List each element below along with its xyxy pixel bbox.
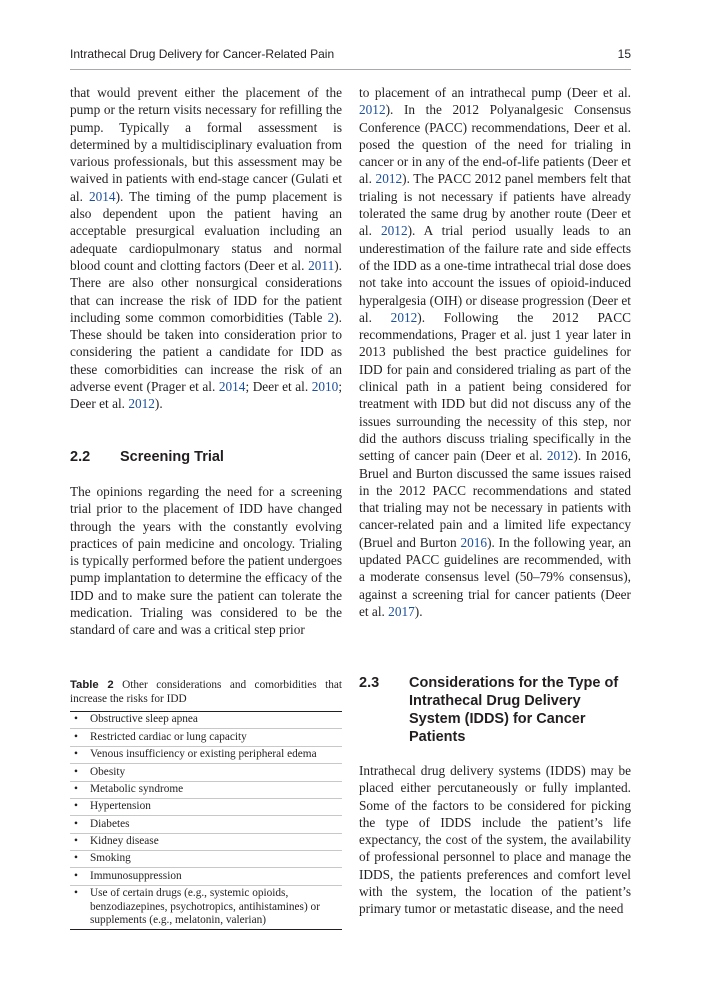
citation-link[interactable]: 2012: [390, 309, 418, 325]
text-run: ; Deer et al.: [245, 379, 312, 395]
table-item-text: Kidney disease: [90, 835, 159, 848]
citation-link[interactable]: 2012: [375, 171, 403, 187]
citation-link[interactable]: 2014: [88, 188, 116, 204]
table-item: [70, 816, 342, 833]
left-column-paragraph-1: [70, 84, 342, 413]
text-run: ).: [154, 396, 163, 412]
table-caption: [70, 679, 342, 706]
citation-link[interactable]: 2014: [218, 379, 246, 395]
bullet-icon: •: [74, 835, 78, 848]
running-head-title: Intrathecal Drug Delivery for Cancer-Related Pain: [70, 47, 335, 61]
table-item-text: Metabolic syndrome: [90, 782, 184, 795]
text-run: ). These should be taken into consideration prior to considering the patient a candidate for IDD as these comorbidities can increase the risk of an adverse event (Prager et al.: [70, 309, 342, 395]
text-run: ; Deer et al.: [70, 379, 343, 412]
table-item: [70, 886, 342, 931]
bullet-icon: •: [74, 748, 78, 761]
citation-link[interactable]: 2012: [359, 102, 386, 118]
text-run: Intrathecal drug delivery systems (IDDS) may be placed either percutaneously or fully implanted. Some of the factors to be considered for picking the type of IDDS include the patient’s life expectancy, the cost of the system, the availability of professional personnel to place and manage the IDDS, the patients preferences and comfort level with the system, the location of the patient’s primary tumor or metastatic disease, and the need: [359, 763, 631, 917]
section-number: 2.3: [359, 675, 380, 691]
body-paragraph: [70, 84, 342, 413]
table-caption-text: Other considerations and comorbidities that increase the risks for IDD: [70, 679, 343, 705]
bullet-icon: •: [74, 869, 78, 882]
table-2: [70, 679, 342, 930]
table-item-text: Venous insufficiency or existing peripheral edema: [90, 748, 317, 761]
bullet-icon: •: [74, 713, 78, 726]
table-item: [70, 764, 342, 781]
table-item-text: Diabetes: [90, 817, 130, 830]
table-item: [70, 834, 342, 851]
table-item-text: Smoking: [90, 852, 131, 865]
table-label: Table 2: [70, 679, 114, 691]
table-item: [70, 799, 342, 816]
bullet-icon: •: [74, 730, 78, 743]
table-item: [70, 782, 342, 799]
table-item-text: Obesity: [90, 765, 126, 778]
table-item: [70, 851, 342, 868]
right-column-paragraph-2: [359, 762, 631, 918]
citation-link[interactable]: 2012: [381, 223, 408, 239]
text-run: ).: [414, 603, 423, 619]
table-item: [70, 729, 342, 746]
body-paragraph: [359, 762, 631, 918]
table-item-text: Hypertension: [90, 800, 151, 813]
text-run: ). There are also other nonsurgical considerations that can increase the risk of IDD for the patient including some common comorbidities (Table: [70, 257, 342, 325]
section-heading-2-3: [359, 674, 631, 746]
header-rule: [70, 69, 631, 70]
text-run: ). The timing of the pump placement is also dependent upon the patient having an acceptable presurgical evaluation including an adequate cardiopulmonary status and normal blood count and clotting factors (Deer et al.: [70, 188, 342, 273]
text-run: ). Following the 2012 PACC recommendations, Prager et al. just 1 year later in 2013 published the best practice guidelines for IDD for pain and considered trialing as part of the clinical path in a patient being considered for treatment with IDD but did not discuss any of the issues surrounding the necessity of this step, nor did the authors discuss trialing specifically in the setting of cancer pain (Deer et al.: [359, 309, 632, 464]
bullet-icon: •: [74, 817, 78, 830]
page-number: 15: [617, 47, 631, 61]
text-run: ). In the 2012 Polyanalgesic Consensus Conference (PACC) recommendations, Deer et al. posed the question of the need for trialing in cancer or in any of the end-of-life patients (Deer et al.: [359, 102, 631, 187]
running-head: [70, 47, 631, 67]
text-run: ). In 2016, Bruel and Burton discussed the same issues raised in the 2012 PACC recommendations and stated that trialing may not be necessary in patients with cancer-related pain and a limited life expectancy (Bruel and Burton: [359, 448, 631, 550]
text-run: that would prevent either the placement of the pump or the return visits necessary for refilling the pump. Typically a formal assessment is determined by a multidisciplinary evaluation from various professionals, but this assessment may be waived in patients with end-stage cancer (Gulati et al.: [70, 85, 342, 204]
citation-link[interactable]: 2: [327, 309, 335, 325]
section-title: Considerations for the Type of Intrathecal Drug Delivery System (IDDS) for Cancer Patients: [409, 675, 619, 745]
citation-link[interactable]: 2016: [460, 534, 488, 550]
bullet-icon: •: [74, 852, 78, 865]
bullet-icon: •: [74, 800, 78, 813]
citation-link[interactable]: 2012: [128, 396, 155, 412]
body-paragraph: [359, 84, 631, 620]
section-title: Screening Trial: [120, 449, 224, 465]
citation-link[interactable]: 2011: [308, 257, 335, 273]
table-list: [70, 711, 342, 930]
left-column-paragraph-2: [70, 483, 342, 639]
text-run: ). In the following year, an updated PACC guidelines are recommended, with a moderate consensus level (50–79% consensus), against a screening trial for cancer patients (Deer et al.: [359, 534, 632, 619]
table-item-text: Immunosuppression: [90, 869, 182, 882]
table-item-text: Restricted cardiac or lung capacity: [90, 730, 247, 743]
bullet-icon: •: [74, 887, 78, 900]
citation-link[interactable]: 2012: [546, 448, 574, 464]
table-item-text: Obstructive sleep apnea: [90, 713, 198, 726]
table-item: [70, 868, 342, 885]
section-number: 2.2: [70, 449, 91, 465]
citation-link[interactable]: 2017: [388, 603, 415, 619]
bullet-icon: •: [74, 765, 78, 778]
text-run: to placement of an intrathecal pump (Deer et al.: [359, 85, 631, 100]
text-run: ). A trial period usually leads to an underestimation of the failure rate and side effects of the IDD as a one-time intrathecal trial dose does not take into account the issues of opioid-induced hyperalgesia (OIH) or disease progression (Deer et al.: [359, 223, 631, 325]
citation-link[interactable]: 2010: [311, 379, 339, 395]
body-paragraph: [70, 483, 342, 639]
table-item-text: Use of certain drugs (e.g., systemic opioids, benzodiazepines, psychotropics, antihistamines) or supplements (e.g., melatonin, valerian): [90, 887, 320, 927]
right-column-paragraph-1: [359, 84, 631, 620]
text-run: ). The PACC 2012 panel members felt that trialing is not necessary if patients have already tolerated the same drug by another route (Deer et al.: [359, 171, 631, 239]
text-run: The opinions regarding the need for a screening trial prior to the placement of IDD have changed through the years with the constantly evolving practices of pain medicine and oncology. Trialing is typically performed before the patient undergoes pump implantation to determine the efficacy of the IDD and to make sure the patient can tolerate the medication. Trialing was considered to be the standard of care and was a critical step prior: [70, 484, 342, 638]
table-item: [70, 712, 342, 729]
table-item: [70, 747, 342, 764]
bullet-icon: •: [74, 782, 78, 795]
